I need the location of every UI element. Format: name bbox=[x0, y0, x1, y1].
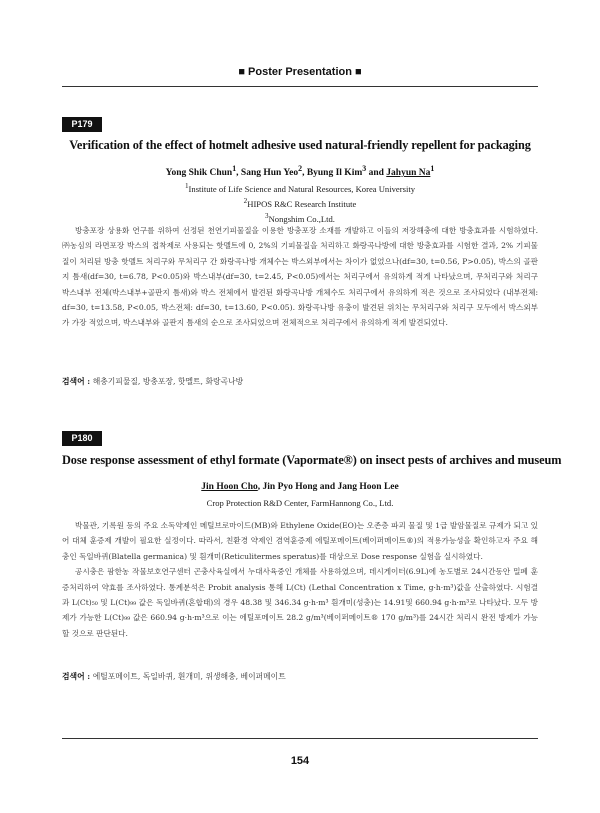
abstract-title-p179: Verification of the effect of hotmelt adhesive used natural-friendly repellent for packaging bbox=[69, 138, 531, 152]
abstract-authors-p179: Yong Shik Chun$^1$, Sang Hun Yeo$^2$, Byung Il Kim$^3$ and Jahyun Na$^1$ bbox=[165, 164, 435, 179]
running-header: ■ Poster Presentation ■ bbox=[238, 66, 362, 78]
abstract-title-p180: Dose response assessment of ethyl formate (Vapormate®) on insect pests of archives and museum bbox=[62, 453, 562, 467]
abstract-affiliations-p180: Crop Protection R&D Center, FarmHannong Co., Ltd. bbox=[206, 498, 394, 508]
abstract-body-p180: 박물관, 기록원 등의 주요 소독약제인 메틸브로마이드(MB)와 Ethylene Oxide(EO)는 오존층 파괴 물질 및 1급 발암물질로 규제가 되고 있어 대체 훈증제 개발이 필요한 실정이다. 따라서, 친환경 약제인 겸역훈증제 에틸포메이트(베이퍼메이트®)의 적용가능성을 확인하고자 주요 해충인 독일바퀴(Blatella germanica) 및 흰개미(Reticulitermes speratus)를 대상으로 Dose response 실험을 실시하였다. 공시충은 팜한농 작물보호연구센터 곤충사육실에서 누대사육중인 개체를 사용하였으며, 데시게이터(6.9L)에 농도별로 24시간동안 밀폐 훈증처리하여 약효를 조사하였다. 통계분석은 Probit analysis 통해 L(Ct) (Lethal Concentration x Time, g·h·m³)값을 산출하였다. 시험결과 L(Ct)₅₀ 및 L(Ct)₉₉ 값은 독일바퀴(혼합태)의 경우 48.38 및 346.34 g·h·m³ 흰개미(성충)는 14.91및 660.94 g·h·m³로 나타났다. 모두 방제가 가능한 L(Ct)₉₉ 값은 660.94 g·h·m³으로 이는 에틸포메이트 28.2 g/m³(베이퍼메이트® 170 g/m³)를 24시간 처리시 완전 방제가 가능할 것으로 판단된다. bbox=[62, 521, 538, 638]
abstract-body-p179: 방충포장 상용화 연구를 위하여 선정된 천연기피물질을 이용한 방충포장 소재를 개발하고 이들의 저장해충에 대한 방충효과를 시험하였다. ㈜농심의 라면포장 박스의 접착제로 사용되는 핫멜트에 0, 2%의 기피물질을 처리하고 화랑곡나방에 대한 방충효과를 시험한 결과, 2% 기피물질이 처리된 방충 핫멜트 처리구와 무처리구 간 화랑곡나방 개체수는 박스외부에서는 차이가 없었으나(df=30, t=0.56, P>0.05), 박스의 골판지 틈새(df=30, t=6.78, P<0.05)와 박스내부(df=30, t=2.45, P<0.05)에서는 처리구에서 유의하게 적게 나타났으며, 무처리구와 처리구 박스내부 전체(박스내부+골판지 틈새)와 박스 전체에서 발견된 화랑곡나방 개체수도 처리구에서 유의하게 적은 것으로 조사되었다 (내부전체: df=30, t=13.58, P<0.05, 박스전체: df=30, t=13.60, P<0.05). 화랑곡나방 유충이 발견된 위치는 무처리구와 처리구 모두에서 박스외부가 가장 적었으며, 박스내부와 골판지 틈새의 순으로 조사되었으며 전체적으로 처리구에서 유의하게 적게 발견되었다. bbox=[62, 226, 539, 328]
abstract-keywords-p179: 검색어 : 해충기피물질, 방충포장, 핫멜트, 화랑곡나방 bbox=[62, 377, 244, 386]
abstract-badge-p180: P180 bbox=[62, 431, 102, 446]
abstract-badge-p179: P179 bbox=[62, 117, 102, 132]
abstract-authors-p180: Jin Hoon Cho, Jin Pyo Hong and Jang Hoon Lee bbox=[201, 482, 399, 492]
abstract-affiliations-p179: $^1$Institute of Life Science and Natural Resources, Korea University $^2$HIPOS R&C Research Institute $^3$Nongshim Co.,Ltd. bbox=[184, 182, 416, 224]
header-rule bbox=[62, 86, 538, 87]
abstract-keywords-p180: 검색어 : 에틸포메이트, 독일바퀴, 흰개미, 위생해충, 베이퍼메이트 bbox=[62, 672, 286, 681]
footer-rule bbox=[62, 738, 538, 739]
page-number: 154 bbox=[290, 755, 310, 767]
